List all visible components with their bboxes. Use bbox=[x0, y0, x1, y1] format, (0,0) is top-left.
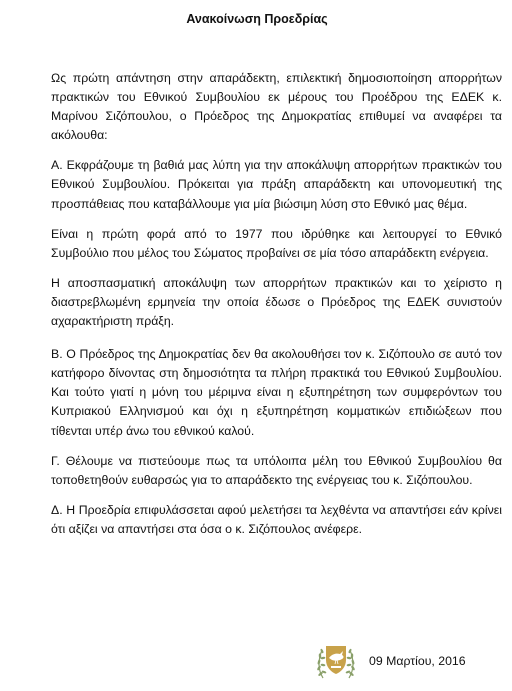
paragraph-d: Δ. Η Προεδρία επιφυλάσσεται αφού μελετήσει τα λεχθέντα να απαντήσει εάν κρίνει ότι αξίζει να απαντήσει στα όσα ο κ. Σιζόπουλος ανέφερε. bbox=[51, 502, 502, 536]
cyprus-coat-of-arms-icon bbox=[314, 636, 358, 684]
paragraph-since-1977: Είναι η πρώτη φορά από το 1977 που ιδρύθηκε και λειτουργεί το Εθνικό Συμβούλιο που μέλος του Σώματος προβαίνει σε μία τόσο απαράδεκτη ενέργεια. bbox=[51, 226, 502, 260]
document-title: Ανακοίνωση Προεδρίας bbox=[186, 12, 328, 26]
paragraph-disclosure: Η αποσπασματική αποκάλυψη των απορρήτων πρακτικών και το χείριστο η διαστρεβλωμένη ερμηνεία την οποία έδωσε ο Πρόεδρος της ΕΔΕΚ συνιστούν αχαρακτήριστη πράξη. bbox=[51, 275, 502, 329]
document-footer bbox=[0, 635, 512, 691]
paragraph-b: Β. Ο Πρόεδρος της Δημοκρατίας δεν θα ακολουθήσει τον κ. Σιζόπουλο σε αυτό τον κατήφορο δίνοντας στη δημοσιότητα τα πλήρη πρακτικά του Εθνικού Συμβουλίου. Και τούτο γιατί η μόνη του μέριμνα είναι η εξυπηρέτηση των συμφερόντων του Κυπριακού Ελληνισμού και όχι η εξυπηρέτηση κομματικών επιδιώξεων που τίθενται υπέρ άνω του εθνικού καλού. bbox=[51, 347, 502, 438]
paragraph-intro: Ως πρώτη απάντηση στην απαράδεκτη, επιλεκτική δημοσιοποίηση απορρήτων πρακτικών του Εθνικού Συμβουλίου εκ μέρους του Προέδρου της ΕΔΕΚ κ. Μαρίνου Σιζόπουλου, ο Πρόεδρος της Δημοκρατίας επιθυμεί να αναφέρει τα ακόλουθα: bbox=[51, 71, 502, 143]
document-date: 09 Μαρτίου, 2016 bbox=[369, 654, 466, 668]
paragraph-c: Γ. Θέλουμε να πιστεύουμε πως τα υπόλοιπα μέλη του Εθνικού Συμβουλίου θα τοποθετηθούν ευθαρσώς για το απαράδεκτο της ενέργειας του κ. Σιζόπουλου. bbox=[51, 453, 502, 487]
document-body bbox=[51, 69, 502, 550]
paragraph-a: Α. Εκφράζουμε τη βαθιά μας λύπη για την αποκάλυψη απορρήτων πρακτικών του Εθνικού Συμβουλίου. Πρόκειται για πράξη απαράδεκτη και υπονομευτική της προσπάθειας που καταβάλλουμε για μία βιώσιμη λύση στο Εθνικό μας θέμα. bbox=[51, 158, 502, 211]
